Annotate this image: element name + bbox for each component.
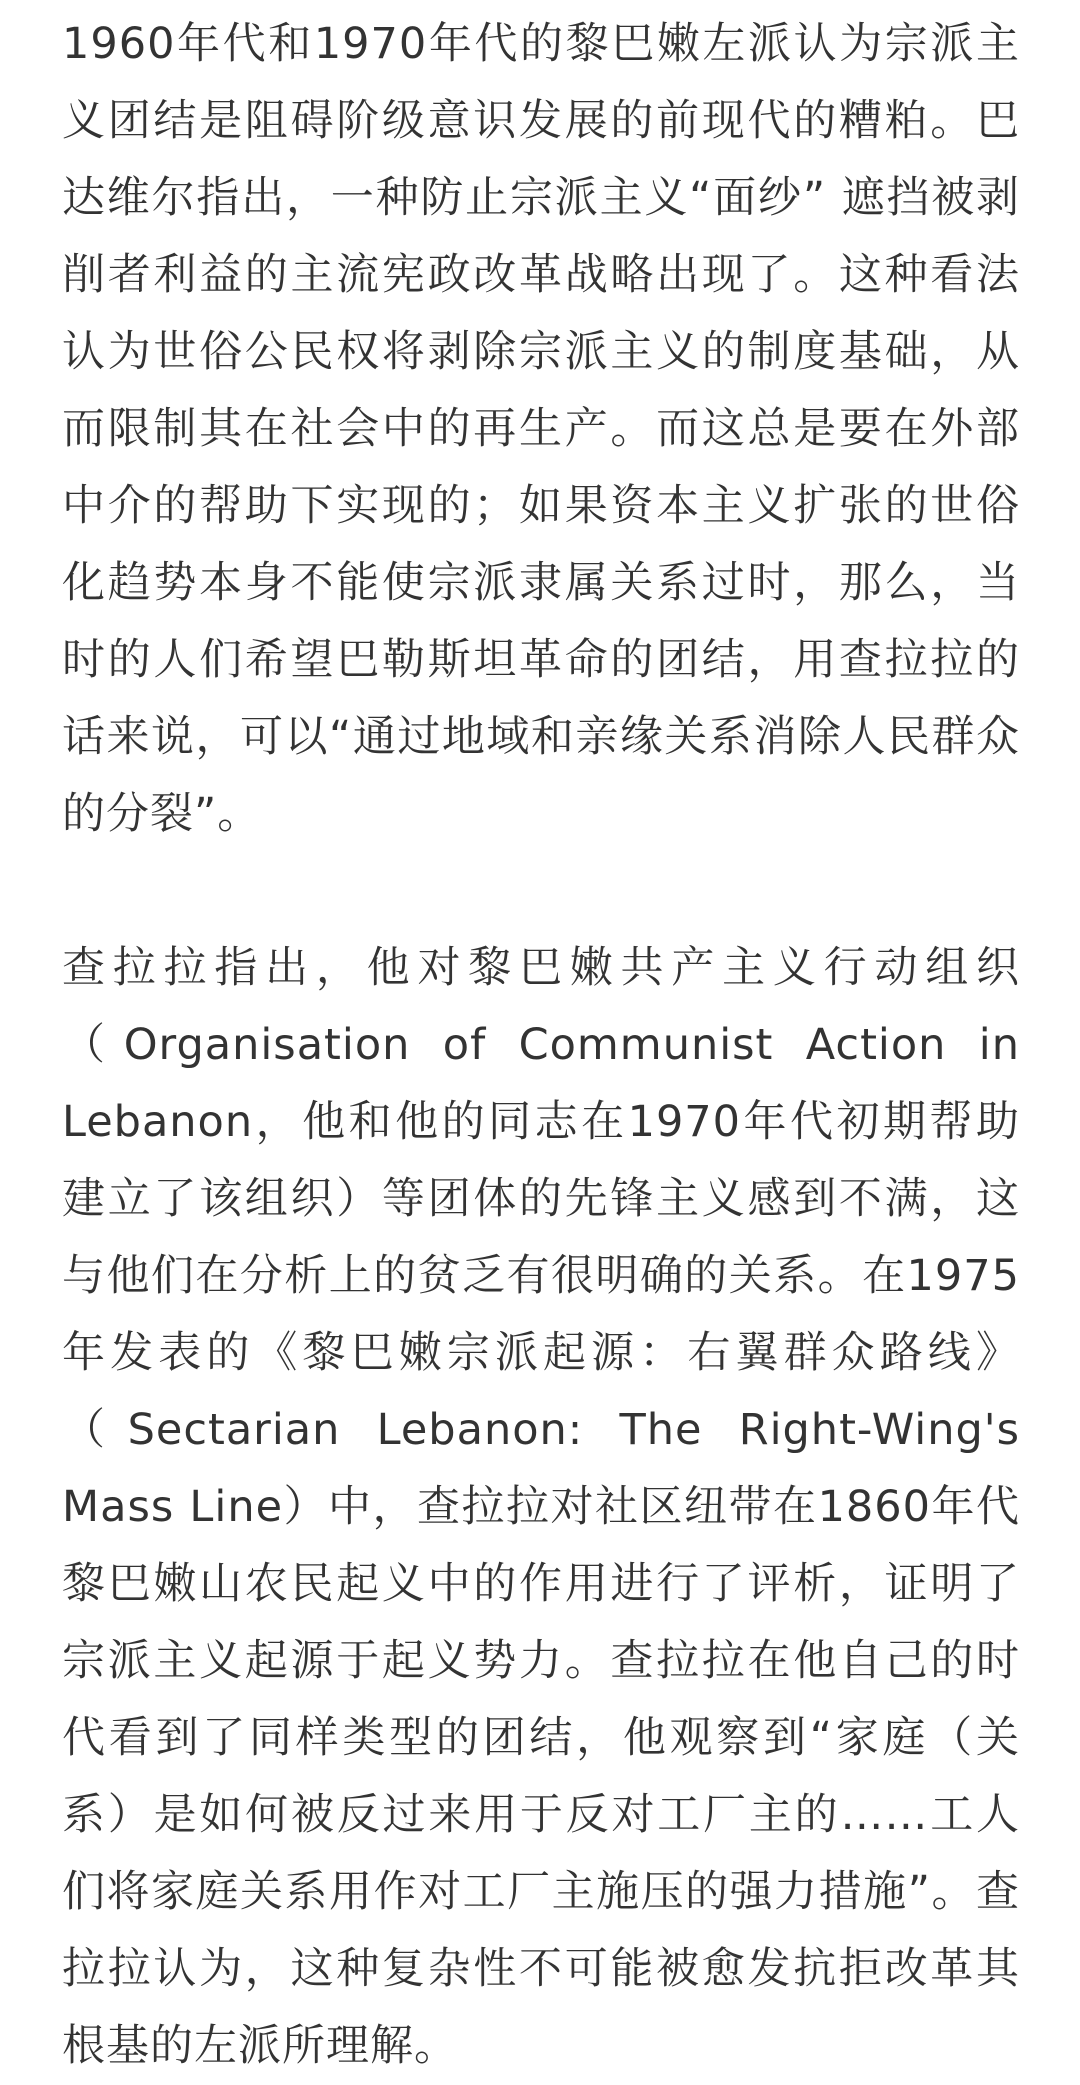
paragraph-2: 查拉拉指出，他对黎巴嫩共产主义行动组织（Organisation of Communist Action in Lebanon，他和他的同志在1970年代初期帮助建立了该组织）等团体的先锋主义感到不满，这与他们在分析上的贫乏有很明确的关系。在1975年发表的《黎巴嫩宗派起源：右翼群众路线》（Sectarian Lebanon: The Right-Wing's Mass Line）中，查拉拉对社区纽带在1860年代黎巴嫩山农民起义中的作用进行了评析，证明了宗派主义起源于起义势力。查拉拉在他自己的时代看到了同样类型的团结，他观察到“家庭（关系）是如何被反过来用于反对工厂主的……工人们将家庭关系用作对工厂主施压的强力措施”。查拉拉认为，这种复杂性不可能被愈发抗拒改革其根基的左派所理解。	[62, 943, 1020, 2071]
paragraph-1: 1960年代和1970年代的黎巴嫩左派认为宗派主义团结是阻碍阶级意识发展的前现代的糟粕。巴达维尔指出，一种防止宗派主义“面纱” 遮挡被剥削者利益的主流宪政改革战略出现了。这种看法认为世俗公民权将剥除宗派主义的制度基础，从而限制其在社会中的再生产。而这总是要在外部中介的帮助下实现的；如果资本主义扩张的世俗化趋势本身不能使宗派隶属关系过时，那么，当时的人们希望巴勒斯坦革命的团结，用查拉拉的话来说，可以“通过地域和亲缘关系消除人民群众的分裂”。	[62, 19, 1020, 839]
article-body	[62, 6, 1020, 2085]
